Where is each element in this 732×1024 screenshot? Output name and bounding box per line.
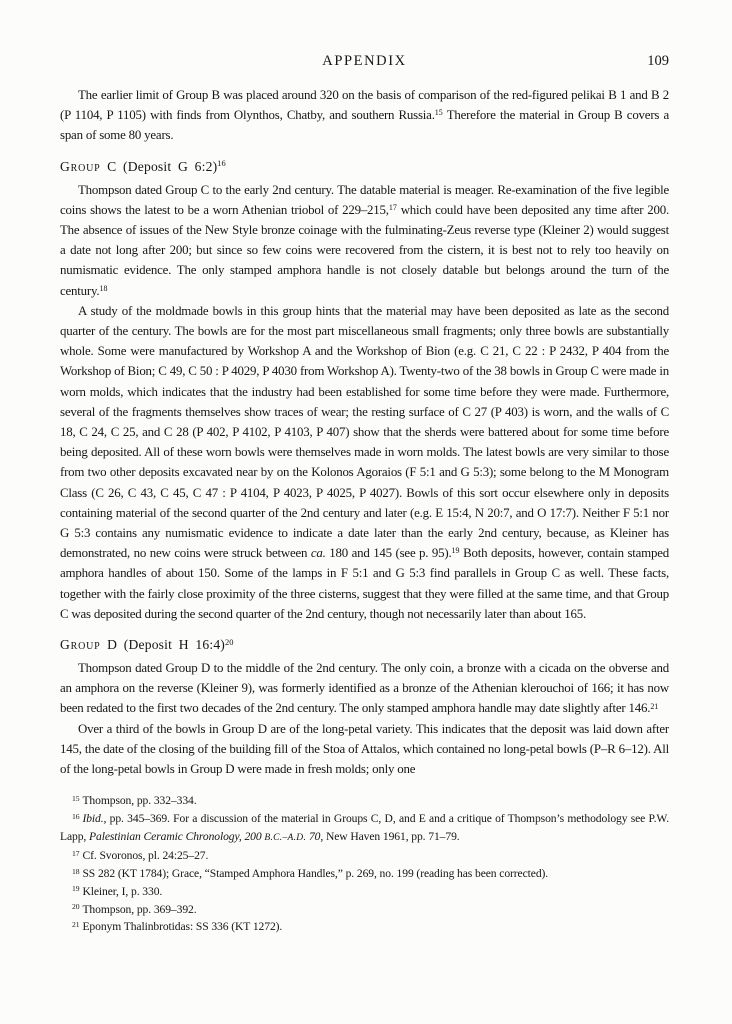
text-run: 180 and 145 (see p. 95).	[325, 546, 452, 561]
footnote-text: New Haven 1961, pp. 71–79.	[323, 829, 460, 843]
text-run: Both deposits, however, contain stamped amphora handles of about 150. Some of the lamps in F 5:1 and G 5:3 find parallels in Group C as well. These facts, together with the fairly close proximity of the three cisterns, suggest that they were filled at the same time, and that Group C was deposited during the second quarter of the 2nd century, though not necessarily later than about 165.	[60, 546, 669, 621]
footnote-text-italic: 70,	[306, 829, 324, 843]
group-d-paragraph-1	[60, 658, 669, 719]
footnote-number: 21	[72, 919, 80, 929]
body-text	[60, 85, 669, 779]
text-run: The earlier limit of Group B was placed around 320 on the basis of comparison of the red-figured pelikai B 1 and B 2 (P 1104, P 1105) with finds from Olynthos, Chatby, and southern Russia.	[60, 88, 669, 123]
footnote-number: 15	[72, 793, 80, 803]
text-run: Thompson dated Group D to the middle of the 2nd century. The only coin, a bronze with a cicada on the obverse and an amphora on the reverse (Kleiner 9), was formerly identified as a bronze of the Athenian klerouchoi of 166; it has now been redated to the first two decades of the 2nd century. The only stamped amphora handle may date slightly after 146.	[60, 661, 669, 716]
text-run: Thompson dated Group C to the early 2nd century. The datable material is meager. Re-examination of the five legible coins shows the latest to be a worn Athenian triobol of 229–215,	[60, 182, 669, 217]
text-run: Therefore the material in Group B covers a span of some 80 years.	[60, 108, 669, 143]
group-d-heading	[60, 635, 669, 655]
footnote-text-italic: Palestinian Ceramic Chronology, 200	[89, 829, 265, 843]
footnote-19	[60, 883, 669, 901]
footnote-number: 18	[72, 866, 80, 876]
group-d-heading-label: Group	[60, 637, 101, 653]
group-d-paragraph-2	[60, 719, 669, 780]
page-number: 109	[647, 53, 669, 69]
footnote-number: 20	[72, 902, 80, 912]
group-d-heading-rest: D (Deposit H 16:4)	[100, 637, 226, 653]
footnote-17	[60, 847, 669, 865]
footnote-number: 16	[72, 811, 80, 821]
group-c-heading-rest: C (Deposit G 6:2)	[100, 158, 218, 174]
footnote-ref-21: 21	[650, 701, 659, 711]
footnote-text: Cf. Svoronos, pl. 24:25–27.	[82, 849, 209, 863]
footnote-text: Thompson, pp. 369–392.	[82, 902, 197, 916]
footnote-text: Thompson, pp. 332–334.	[82, 794, 197, 808]
footnote-ref-17: 17	[388, 202, 397, 212]
text-run-italic: ca.	[310, 546, 326, 561]
running-head-title: APPENDIX	[322, 53, 407, 69]
footnote-number: 17	[72, 848, 80, 858]
group-c-paragraph-1	[60, 180, 669, 301]
footnote-ref-16: 16	[217, 158, 226, 169]
footnote-18	[60, 865, 669, 883]
text-run: A study of the moldmade bowls in this group hints that the material may have been deposited as late as the second quarter of the century. The bowls are for the most part miscellaneous small fragments; only three bowls are substantially whole. Some were manufactured by Workshop A and the Workshop of Bion (e.g. C 21, C 22 : P 2432, P 404 from the Workshop of Bion; C 49, C 50 : P 4029, P 4030 from Workshop A). Twenty-two of the 38 bowls in Group C were made in worn molds, which indicates that the industry had been established for some time before they were made. Furthermore, several of the fragments themselves show traces of wear; the resting surface of C 27 (P 403) is worn, and the walls of C 18, C 24, C 25, and C 28 (P 402, P 4102, P 4103, P 407) show that the sherds were battered about for some time before being deposited. All of these worn bowls were themselves made in worn molds. The latest bowls are very similar to those from two other deposits excavated near by on the Kolonos Agoraios (F 5:1 and G 5:3); some belong to the M Monogram Class (C 26, C 43, C 45, C 47 : P 4104, P 4023, P 4025, P 4027). Bowls of this sort occur elsewhere only in deposits containing material of the second quarter of the 2nd century and later (e.g. E 15:4, N 20:7, and O 17:7). Neither F 5:1 nor G 5:3 contains any numismatic evidence to indicate a date later than the early 2nd century, because, as Kleiner has demonstrated, no new coins were struck between	[60, 303, 669, 561]
footnote-ref-18: 18	[99, 283, 108, 293]
footnotes-section	[60, 792, 669, 936]
footnote-21	[60, 918, 669, 936]
footnote-text: Kleiner, I, p. 330.	[82, 884, 163, 898]
footnote-20	[60, 901, 669, 919]
group-c-heading-label: Group	[60, 158, 101, 174]
footnote-text: SS 282 (KT 1784); Grace, “Stamped Amphora Handles,” p. 269, no. 199 (reading has been corrected).	[82, 867, 549, 881]
footnote-16	[60, 810, 669, 847]
footnote-text-smallcaps: B.C.–A.D.	[264, 832, 307, 843]
footnote-ref-19: 19	[451, 546, 460, 556]
footnote-ref-15: 15	[434, 108, 443, 118]
footnote-text: pp. 345–369. For a discussion of the material in Groups C, D, and E and a critique of Thompson’s methodology see P.W. Lapp,	[60, 812, 669, 843]
text-run: Over a third of the bowls in Group D are of the long-petal variety. This indicates that the deposit was laid down after 145, the date of the closing of the building fill of the Stoa of Attalos, which contained no long-petal bowls (P–R 6–12). All of the long-petal bowls in Group D were made in fresh molds; only one	[60, 721, 669, 777]
footnote-text-italic: Ibid.,	[82, 812, 107, 825]
footnote-15	[60, 792, 669, 810]
footnote-number: 19	[72, 884, 80, 894]
intro-paragraph	[60, 85, 669, 146]
text-run: which could have been deposited any time after 200. The absence of issues of the New Style bronze coinage with the fulminating-Zeus reverse type (Kleiner 2) would suggest a date not long after 200; but since so few coins were recovered from the cistern, it is best not to rely too heavily on numismatic evidence. The only stamped amphora handle is not closely datable but belongs around the turn of the century.	[60, 202, 669, 298]
running-head	[60, 53, 669, 71]
footnote-ref-20: 20	[225, 636, 234, 647]
footnote-text: Eponym Thalinbrotidas: SS 336 (KT 1272).	[82, 920, 283, 934]
group-c-heading	[60, 157, 669, 177]
group-c-paragraph-2	[60, 301, 669, 624]
